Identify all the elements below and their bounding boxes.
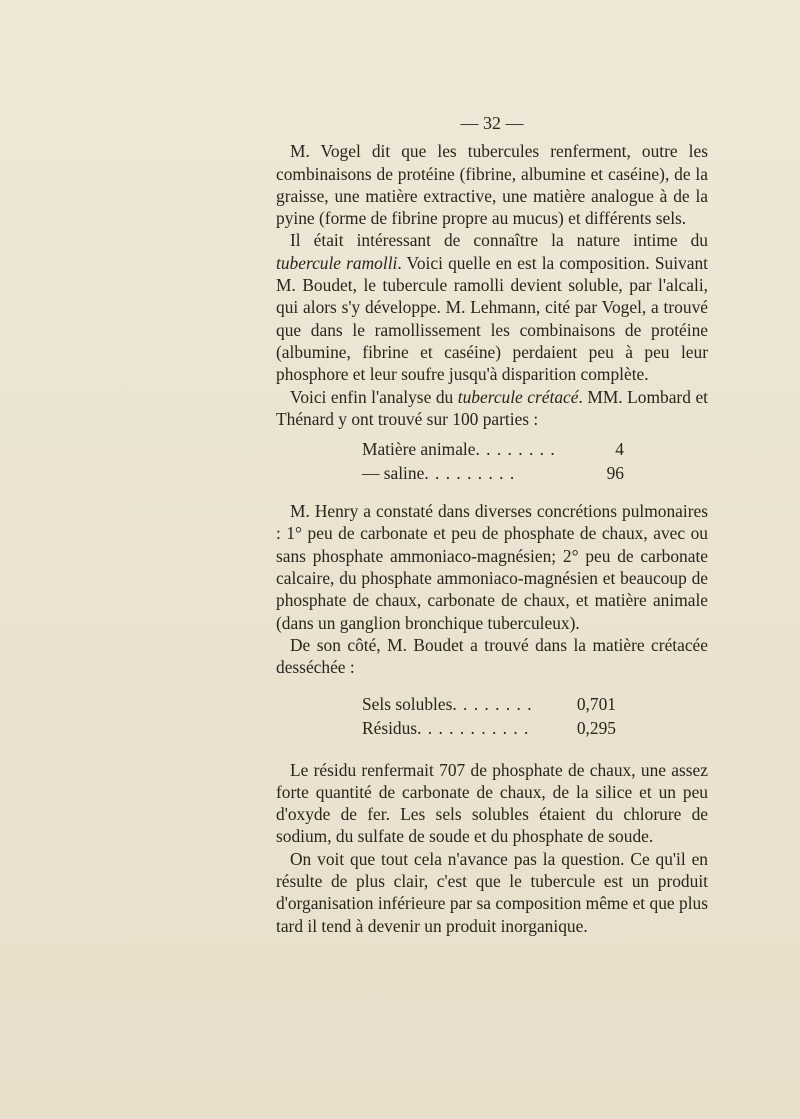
paragraph-text: . MM. Lombard et Thénard y ont trouvé sur 100 parties : bbox=[276, 386, 708, 429]
paragraph-boudet: De son côté, M. Boudet a trouvé dans la matière crétacée desséchée : bbox=[276, 634, 708, 678]
row-value: 0,701 bbox=[576, 693, 616, 714]
table-row bbox=[362, 693, 616, 717]
paragraph-conclusion: On voit que tout cela n'avance pas la question. Ce qu'il en résulte de plus clair, c'est que le tubercule est un produit d'organisation inférieure par sa composition même et que plus tard il tend à devenir un produit inorganique. bbox=[276, 848, 708, 936]
paragraph-henry: M. Henry a constaté dans diverses concrétions pulmonaires : 1° peu de carbonate et peu de phosphate de chaux, avec ou sans phosphate ammoniaco-magnésien; 2° peu de carbonate calcaire, du phosphate ammoniaco-magnésien et beaucoup de phosphate de chaux, carbonate de chaux, et matière animale (dans un ganglion bronchique tuberculeux). bbox=[276, 501, 708, 633]
leader-dots: . . . . . . . . . bbox=[424, 463, 516, 484]
row-value: 96 bbox=[606, 463, 624, 484]
paragraph-text: . Voici quelle en est la composition. Suivant M. Boudet, le tubercule ramolli devient soluble, par l'alcali, qui alors s'y développe. M. Lehmann, cité par Vogel, a trouvé que dans le ramollissement les combinaisons de protéine (albumine, fibrine et caséine) perdaient peu à peu leur phosphore et leur soufre jusqu'à disparition complète. bbox=[276, 252, 708, 385]
row-label: — saline bbox=[362, 463, 425, 484]
composition-table-lombard bbox=[362, 438, 624, 486]
row-value: 0,295 bbox=[576, 717, 616, 738]
row-value: 4 bbox=[615, 439, 624, 460]
table-row bbox=[362, 717, 616, 741]
paragraph-vogel: M. Vogel dit que les tubercules renferment, outre les combinaisons de protéine (fibrine, albumine et caséine), de la graisse, une matière extractive, une matière analogue à de la pyine (forme de fibrine propre au mucus) et différents sels. bbox=[276, 141, 708, 229]
emphasis-tubercule-cretace: tubercule crétacé bbox=[457, 386, 579, 407]
row-label: Résidus bbox=[362, 717, 418, 738]
emphasis-tubercule-ramolli: tubercule ramolli bbox=[276, 252, 398, 273]
paragraph-text: Voici enfin l'analyse du bbox=[290, 386, 458, 407]
paragraph-tubercule-cretace bbox=[276, 386, 708, 431]
leader-dots: . . . . . . . . bbox=[475, 439, 556, 460]
paragraph-residu: Le résidu renfermait 707 de phosphate de chaux, une assez forte quantité de carbonate de chaux, de la silice et un peu d'oxyde de fer. Les sels solubles étaient du chlorure de sodium, du sulfate de soude et du phosphate de soude. bbox=[276, 759, 708, 847]
row-label: Sels solubles bbox=[362, 693, 453, 714]
leader-dots: . . . . . . . . . . . bbox=[417, 717, 530, 738]
paragraph-text: Il était intéressant de connaître la nature intime du bbox=[290, 230, 708, 251]
page-number: — 32 — bbox=[460, 113, 524, 133]
paragraph-tubercule-ramolli bbox=[276, 229, 708, 385]
row-label: Matière animale bbox=[362, 439, 476, 460]
leader-dots: . . . . . . . . bbox=[452, 693, 533, 714]
table-row bbox=[362, 438, 624, 462]
text-column bbox=[276, 112, 708, 937]
composition-table-boudet bbox=[362, 693, 616, 741]
table-row bbox=[362, 462, 624, 486]
